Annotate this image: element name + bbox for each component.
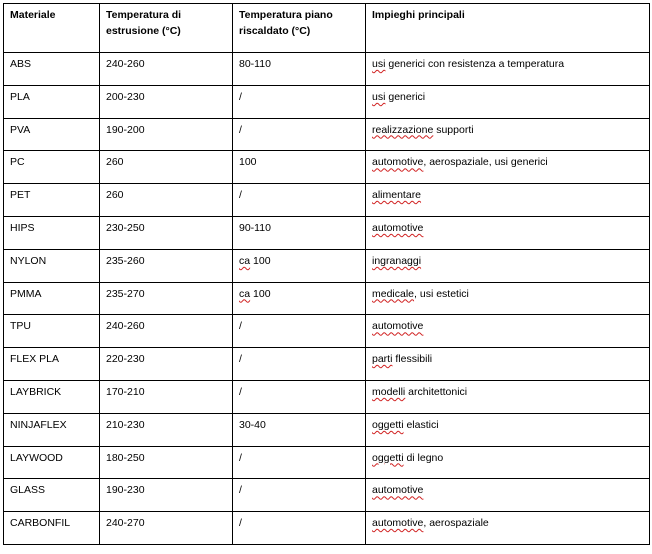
cell-extrusion-temp: 260 <box>100 151 233 184</box>
cell-extrusion-temp: 230-250 <box>100 216 233 249</box>
cell-bed-temp: 100 <box>233 151 366 184</box>
header-material: Materiale <box>4 4 100 53</box>
cell-material: TPU <box>4 315 100 348</box>
cell-uses: automotive, aerospaziale, usi generici <box>366 151 650 184</box>
cell-bed-temp: / <box>233 85 366 118</box>
cell-uses: automotive <box>366 479 650 512</box>
cell-material: PVA <box>4 118 100 151</box>
table-header <box>4 4 650 53</box>
header-uses: Impieghi principali <box>366 4 650 53</box>
table-row <box>4 53 650 86</box>
table-row <box>4 249 650 282</box>
table-row <box>4 151 650 184</box>
cell-uses: parti flessibili <box>366 348 650 381</box>
cell-material: CARBONFIL <box>4 512 100 545</box>
cell-extrusion-temp: 220-230 <box>100 348 233 381</box>
cell-extrusion-temp: 235-260 <box>100 249 233 282</box>
cell-material: LAYWOOD <box>4 446 100 479</box>
table-row <box>4 380 650 413</box>
cell-bed-temp: / <box>233 512 366 545</box>
cell-uses: oggetti di legno <box>366 446 650 479</box>
table-row <box>4 348 650 381</box>
cell-bed-temp: 30-40 <box>233 413 366 446</box>
header-row <box>4 4 650 53</box>
document-page <box>3 3 649 550</box>
cell-material: PMMA <box>4 282 100 315</box>
cell-extrusion-temp: 240-260 <box>100 53 233 86</box>
table-row <box>4 479 650 512</box>
cell-uses: alimentare <box>366 184 650 217</box>
cell-material: PC <box>4 151 100 184</box>
table-row <box>4 413 650 446</box>
cell-material: PET <box>4 184 100 217</box>
cell-extrusion-temp: 190-230 <box>100 479 233 512</box>
cell-material: FLEX PLA <box>4 348 100 381</box>
cell-uses: medicale, usi estetici <box>366 282 650 315</box>
table-row <box>4 512 650 545</box>
table-row <box>4 118 650 151</box>
cell-bed-temp: / <box>233 184 366 217</box>
cell-bed-temp: ca 100 <box>233 282 366 315</box>
cell-extrusion-temp: 190-200 <box>100 118 233 151</box>
cell-uses: realizzazione supporti <box>366 118 650 151</box>
cell-material: PLA <box>4 85 100 118</box>
cell-extrusion-temp: 235-270 <box>100 282 233 315</box>
cell-bed-temp: 90-110 <box>233 216 366 249</box>
table-row <box>4 446 650 479</box>
cell-extrusion-temp: 200-230 <box>100 85 233 118</box>
cell-bed-temp: / <box>233 479 366 512</box>
cell-material: NYLON <box>4 249 100 282</box>
cell-uses: usi generici <box>366 85 650 118</box>
table-row <box>4 85 650 118</box>
table-row <box>4 315 650 348</box>
table-row <box>4 184 650 217</box>
cell-uses: usi generici con resistenza a temperatura <box>366 53 650 86</box>
cell-uses: oggetti elastici <box>366 413 650 446</box>
cell-bed-temp: ca 100 <box>233 249 366 282</box>
cell-extrusion-temp: 170-210 <box>100 380 233 413</box>
cell-material: HIPS <box>4 216 100 249</box>
cell-bed-temp: / <box>233 315 366 348</box>
table-row <box>4 282 650 315</box>
cell-material: GLASS <box>4 479 100 512</box>
cell-uses: automotive <box>366 216 650 249</box>
table-row <box>4 216 650 249</box>
header-bed-temp: Temperatura piano riscaldato (°C) <box>233 4 366 53</box>
cell-uses: automotive, aerospaziale <box>366 512 650 545</box>
cell-uses: automotive <box>366 315 650 348</box>
cell-material: ABS <box>4 53 100 86</box>
cell-material: LAYBRICK <box>4 380 100 413</box>
cell-extrusion-temp: 240-270 <box>100 512 233 545</box>
cell-bed-temp: / <box>233 118 366 151</box>
cell-extrusion-temp: 260 <box>100 184 233 217</box>
cell-extrusion-temp: 240-260 <box>100 315 233 348</box>
materials-table <box>3 3 650 545</box>
cell-extrusion-temp: 210-230 <box>100 413 233 446</box>
cell-bed-temp: 80-110 <box>233 53 366 86</box>
cell-uses: ingranaggi <box>366 249 650 282</box>
cell-bed-temp: / <box>233 380 366 413</box>
cell-bed-temp: / <box>233 446 366 479</box>
header-extrusion-temp: Temperatura di estrusione (°C) <box>100 4 233 53</box>
cell-uses: modelli architettonici <box>366 380 650 413</box>
cell-extrusion-temp: 180-250 <box>100 446 233 479</box>
cell-material: NINJAFLEX <box>4 413 100 446</box>
table-body <box>4 53 650 545</box>
cell-bed-temp: / <box>233 348 366 381</box>
